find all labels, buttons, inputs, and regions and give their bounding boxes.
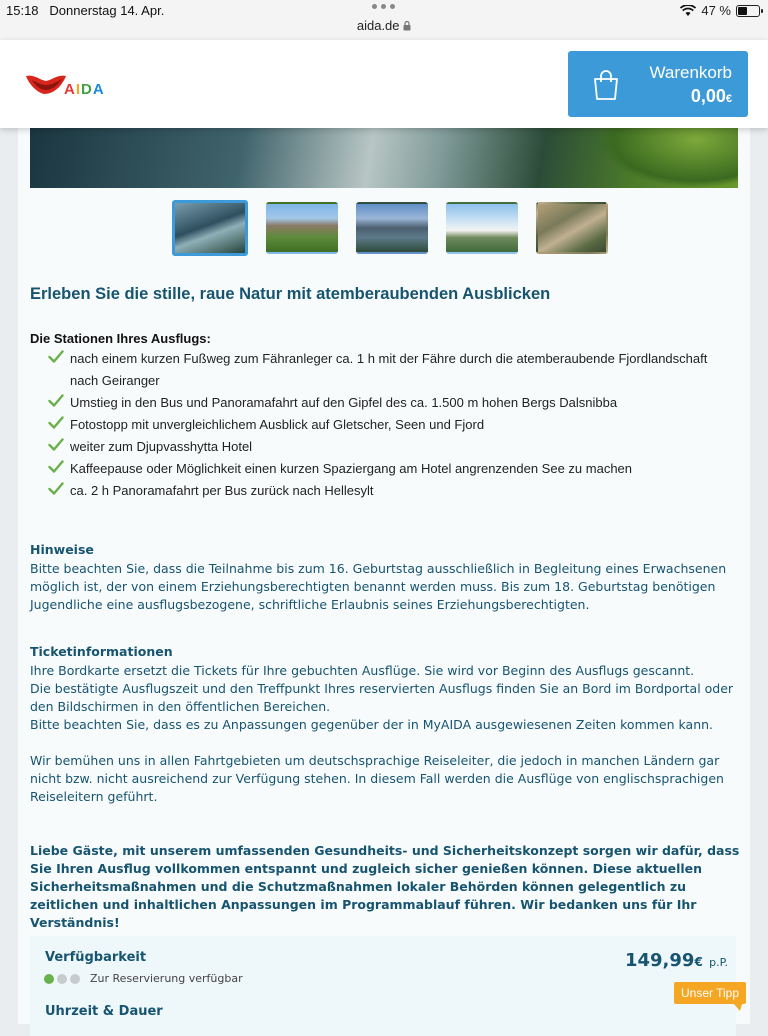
station-text: ca. 2 h Panoramafahrt per Bus zurück nach Hellesylt xyxy=(70,483,374,498)
station-item xyxy=(48,436,728,458)
station-item xyxy=(48,348,728,392)
thumbnail-gallery xyxy=(172,202,608,256)
logo-letter: A xyxy=(92,81,105,98)
time-duration-title: Uhrzeit & Dauer xyxy=(45,1004,163,1019)
hero-image xyxy=(30,128,738,188)
status-indicators xyxy=(680,3,760,18)
station-item xyxy=(48,458,728,480)
url-text[interactable]: aida.de xyxy=(356,18,400,33)
checkmark-icon xyxy=(48,416,64,430)
guide-info-text: Wir bemühen uns in allen Fahrtgebieten um deutschsprachige Reiseleiter, die jedoch in manchen Ländern gar nicht bzw. nicht ausreichend zur Verfügung stehen. In diesem Fall werden die Ausflüge von englischsprachigen Reiseleitern geführt. xyxy=(30,753,724,804)
station-text: Umstieg in den Bus und Panoramafahrt auf den Gipfel des ca. 1.500 m hohen Bergs Dalsnibba xyxy=(70,395,618,410)
lock-icon xyxy=(403,21,411,31)
ticket-info-p3: Bitte beachten Sie, dass es zu Anpassungen gegenüber der in MyAIDA ausgewiesenen Zeiten kommen kann. xyxy=(30,717,714,732)
logo-text xyxy=(64,81,105,98)
url-bar[interactable] xyxy=(0,18,768,33)
thumbnail-5[interactable] xyxy=(536,202,608,254)
aida-logo[interactable] xyxy=(24,71,105,98)
availability-dot xyxy=(70,974,80,984)
ticket-info-text xyxy=(30,662,740,734)
site-header xyxy=(0,40,768,128)
logo-letter: I xyxy=(75,81,82,98)
cart-amount: 0,00€ xyxy=(690,86,732,106)
station-text: Kaffeepause oder Möglichkeit einen kurzen Spaziergang am Hotel angrenzenden See zu machen xyxy=(70,461,633,476)
station-text: nach einem kurzen Fußweg zum Fähranleger ca. 1 h mit der Fähre durch die atemberaubende Fjordlandschaft nach Geiranger xyxy=(70,351,708,388)
availability-text: Zur Reservierung verfügbar xyxy=(90,972,243,985)
availability-indicator xyxy=(44,974,80,984)
station-text: weiter zum Djupvasshytta Hotel xyxy=(70,439,253,454)
stations-list xyxy=(48,348,728,502)
hinweise-text: Bitte beachten Sie, dass die Teilnahme bis zum 16. Geburtstag ausschließlich in Begleitung eines Erwachsenen möglich ist, der von einem Erziehungsberechtigten benannt werden muss. Bis zum 18. Geburtstag benötigen Jugendliche eine ausflugsbezogene, schriftliche Erlaubnis seines Erziehungsberechtigten. xyxy=(30,561,727,612)
wifi-icon xyxy=(680,5,696,17)
tab-dots-icon[interactable] xyxy=(372,4,396,10)
station-text: Fotostopp mit unvergleichlichem Ausblick auf Gletscher, Seen und Fjord xyxy=(70,417,485,432)
thumbnail-4[interactable] xyxy=(446,202,518,254)
cart-button[interactable] xyxy=(568,51,748,117)
station-item xyxy=(48,414,728,436)
thumbnail-1[interactable] xyxy=(172,200,248,256)
thumbnail-2[interactable] xyxy=(266,202,338,254)
checkmark-icon xyxy=(48,460,64,474)
shopping-bag-icon xyxy=(592,69,620,101)
logo-letters xyxy=(64,81,105,98)
checkmark-icon xyxy=(48,438,64,452)
hinweise-title: Hinweise xyxy=(30,542,94,557)
station-item xyxy=(48,480,728,502)
availability-dot xyxy=(44,974,54,984)
ticket-info-title: Ticketinformationen xyxy=(30,644,173,659)
thumbnail-3[interactable] xyxy=(356,202,428,254)
availability-title: Verfügbarkeit xyxy=(45,950,147,965)
battery-percent: 47 % xyxy=(701,3,731,18)
battery-icon xyxy=(736,5,760,17)
excursion-title: Erleben Sie die stille, raue Natur mit atemberaubenden Ausblicken xyxy=(30,285,551,303)
ticket-info-p2: Die bestätigte Ausflugszeit und den Treffpunkt Ihres reservierten Ausflugs finden Sie an Bord im Bordportal oder den Bildschirmen in den öffentlichen Bereichen. xyxy=(30,681,734,714)
our-tip-badge[interactable]: Unser Tipp xyxy=(674,982,746,1004)
safety-notice: Liebe Gäste, mit unserem umfassenden Gesundheits- und Sicherheitskonzept sorgen wir dafür, dass Sie Ihren Ausflug vollkommen entspannt und zugleich sicher genießen können. Diese aktuellen Sicherheitsmaßnahmen und die Schutzmaßnahmen lokaler Behörden können gelegentlich zu zeitlichen und inhaltlichen Anpassungen im Programmablauf führen. Wir bedanken uns für Ihr Verständnis! xyxy=(30,843,740,930)
excursion-detail xyxy=(18,128,750,1024)
status-time: 15:18 Donnerstag 14. Apr. xyxy=(6,3,165,18)
stations-title: Die Stationen Ihres Ausflugs: xyxy=(30,331,211,346)
aida-lips-icon xyxy=(24,72,68,98)
price: 149,99€ p.P. xyxy=(624,950,728,971)
logo-letter: D xyxy=(81,81,93,98)
status-bar xyxy=(0,0,768,40)
logo-letter: A xyxy=(64,81,76,98)
cart-label: Warenkorb xyxy=(649,63,732,82)
station-item xyxy=(48,392,728,414)
ticket-info-p1: Ihre Bordkarte ersetzt die Tickets für Ihre gebuchten Ausflüge. Sie wird vor Beginn des Ausflugs gescannt. xyxy=(30,663,695,678)
booking-panel xyxy=(30,936,736,1036)
checkmark-icon xyxy=(48,394,64,408)
availability-dot xyxy=(57,974,67,984)
checkmark-icon xyxy=(48,482,64,496)
checkmark-icon xyxy=(48,350,64,364)
